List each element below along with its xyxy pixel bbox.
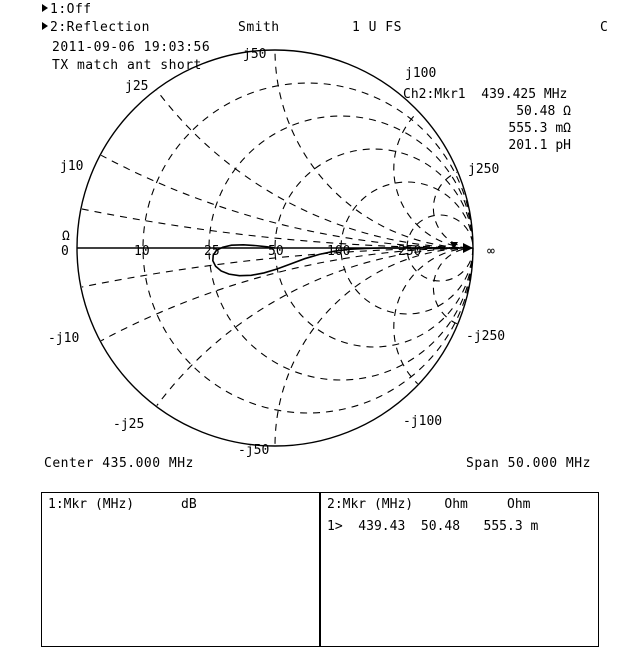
svg-text:j50: j50 xyxy=(243,47,267,62)
svg-text:-j100: -j100 xyxy=(403,414,443,429)
svg-text:-j250: -j250 xyxy=(466,329,506,344)
span-label: Span 50.000 MHz xyxy=(466,456,591,471)
marker-table-2-header: 2:Mkr (MHz) Ohm Ohm xyxy=(327,497,531,512)
svg-text:10: 10 xyxy=(134,244,150,259)
svg-text:j10: j10 xyxy=(60,159,84,174)
axis-symbol-infinity: ∞ xyxy=(487,244,495,259)
svg-text:j250: j250 xyxy=(468,162,500,177)
page-title: TX match ant short xyxy=(52,58,202,73)
marker-table-2[interactable] xyxy=(320,492,599,647)
marker-readout-line3: 555.3 mΩ xyxy=(508,121,571,136)
trace1-marker-icon xyxy=(42,4,48,12)
svg-text:0: 0 xyxy=(61,244,69,259)
trace2-format[interactable]: Smith xyxy=(238,20,280,35)
center-frequency-label: Center 435.000 MHz xyxy=(44,456,194,471)
channel-indicator: C xyxy=(600,20,609,35)
svg-text:-j50: -j50 xyxy=(238,443,270,458)
svg-text:-j25: -j25 xyxy=(113,417,145,432)
trace2-label: 2:Reflection xyxy=(50,20,150,35)
trace1-row[interactable] xyxy=(42,2,92,17)
marker-table-1[interactable] xyxy=(41,492,320,647)
trace2-scale[interactable]: 1 U FS xyxy=(352,20,402,35)
marker-readout-line4: 201.1 pH xyxy=(508,138,571,153)
svg-text:j25: j25 xyxy=(125,79,149,94)
trace1-label: 1:Off xyxy=(50,2,92,17)
svg-text:250: 250 xyxy=(398,244,422,259)
axis-symbol-ohm: Ω xyxy=(62,229,70,244)
svg-text:100: 100 xyxy=(327,244,351,259)
svg-text:25: 25 xyxy=(204,244,220,259)
trace2-row[interactable] xyxy=(42,20,150,35)
marker-table-1-header: 1:Mkr (MHz) dB xyxy=(48,497,197,512)
marker-table-2-row-1: 1> 439.43 50.48 555.3 m xyxy=(327,519,539,534)
svg-text:50: 50 xyxy=(268,244,284,259)
smith-axis-tick-labels xyxy=(48,47,505,458)
marker-readout-line2: 50.48 Ω xyxy=(516,104,571,119)
timestamp: 2011-09-06 19:03:56 xyxy=(52,40,211,55)
smith-axis-arrow xyxy=(463,243,473,253)
trace2-marker-icon xyxy=(42,22,48,30)
svg-text:j100: j100 xyxy=(405,66,437,81)
marker-readout-line1: Ch2:Mkr1 439.425 MHz xyxy=(403,87,568,102)
svg-text:-j10: -j10 xyxy=(48,331,80,346)
